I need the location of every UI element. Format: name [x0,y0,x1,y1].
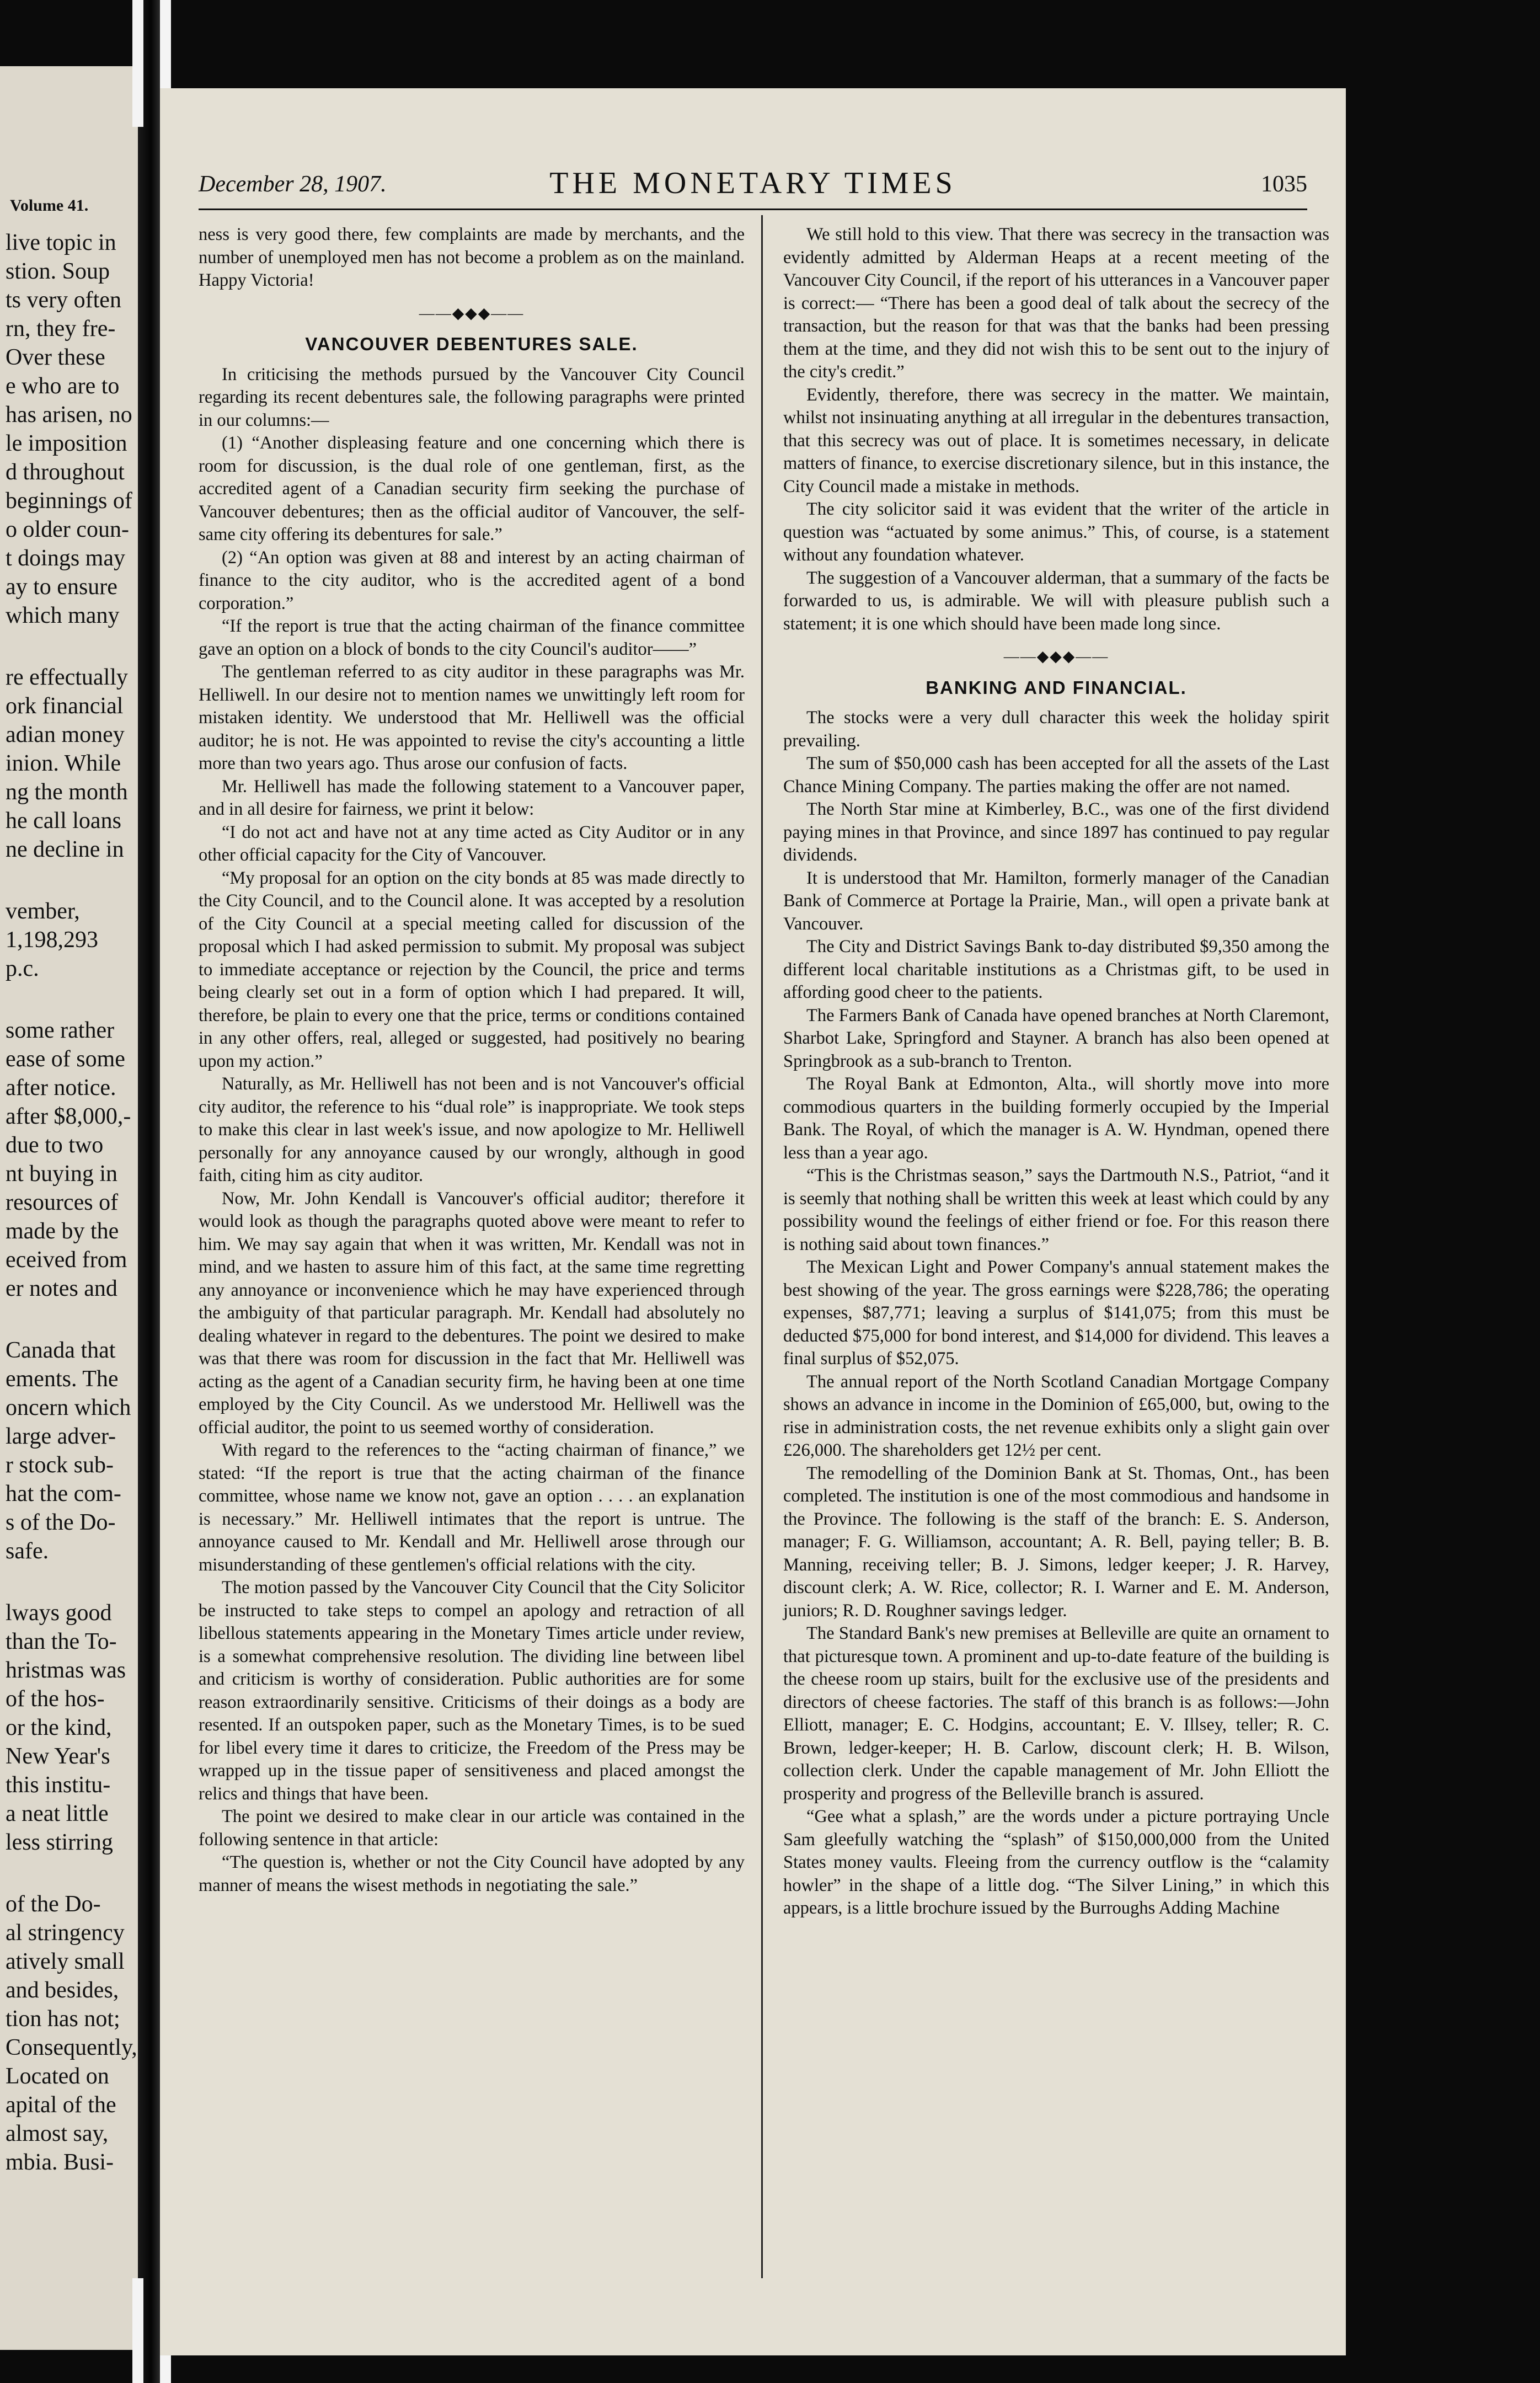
fragment-line: oncern which [6,1395,131,1420]
fragment-line: this institu- [6,1772,111,1798]
fragment-line: le imposition [6,431,127,456]
news-item: “Gee what a splash,” are the words under a picture portraying Uncle Sam gleefully watching the “splash” of $150,000,000 from the United States money vaults. Fleeing from the currency outflow is the “calamity howler” in the shape of a little dog. “The Silver Lining,” in which this appears, is a little brochure issued by the Burroughs Adding Machine [783,1807,1329,1918]
fragment-line: stion. Soup [6,259,110,284]
newspaper-page [160,88,1346,2355]
fragment-line: has arisen, no [6,402,132,428]
fragment-line: due to two [6,1132,104,1158]
fragment-line: ts very often [6,287,121,313]
news-item: The annual report of the North Scotland Canadian Mortgage Company shows an advance in income in the Dominion of £65,000, but, owing to the rise in administration costs, the net revenue exhibits only a slight gain over £26,000. The shareholders get 12½ per cent. [783,1371,1329,1460]
article-paragraph: The city solicitor said it was evident that the writer of the article in question was “actuated by some animus.” This, of course, is a statement without any foundation whatever. [783,499,1329,565]
fragment-line: d throughout [6,459,125,485]
fragment-line: Consequently, [6,2035,137,2060]
left-column [199,223,745,1897]
fragment-line: eceived from [6,1247,127,1273]
fragment-line: and besides, [6,1978,119,2003]
fragment-line: lways good [6,1600,112,1626]
scanner-clip [132,2278,143,2383]
article-paragraph: (2) “An option was given at 88 and interest by an acting chairman of finance to the city auditor, who is the accredited agent of a bond corporation.” [199,547,745,613]
article-paragraph: The suggestion of a Vancouver alderman, that a summary of the facts be forwarded to us, is admirable. We will with pleasure publish such a statement; it is one which should have been made long since. [783,568,1329,634]
news-item: The remodelling of the Dominion Bank at St. Thomas, Ont., has been completed. The institution is one of the most commodious and handsome in the Province. The following is the staff of the branch: E. S. Anderson, manager; F. G. Williamson, accountant; A. R. Bell, paying teller; B. B. Manning, receiving teller; B. J. Simons, ledger keeper; J. R. Harvey, discount clerk; A. W. Rice, collector; R. I. Warner and E. M. Anderson, juniors; R. D. Roughner savings ledger. [783,1463,1329,1621]
fragment-line: apital of the [6,2092,116,2118]
fragment-line: ease of some [6,1046,125,1072]
section-ornament: ——◆◆◆—— [419,304,525,322]
news-item: The Farmers Bank of Canada have opened branches at North Claremont, Sharbot Lake, Springford and Stayner. A branch has also been opened at Springbrook as a sub-branch to Trenton. [783,1005,1329,1071]
article-paragraph: “My proposal for an option on the city bonds at 85 was made directly to the City Council, and to the Council alone. It was accepted by a resolution of the City Council at a special meeting called for discussion of the proposal which I had asked permission to submit. My proposal was subject to immediate acceptance or rejection by the Council, the price and terms being clearly set out in a form of option which I had prepared. It will, therefore, be plain to every one that the price, terms or conditions contained in any other offers, real, alleged or suggested, had positively no bearing upon my action.” [199,868,745,1071]
news-item: The City and District Savings Bank to-day distributed $9,350 among the different local charitable institutions as a Christmas gift, to be used in affording good cheer to the patients. [783,937,1329,1002]
fragment-line: which many [6,603,120,628]
fragment-line: ay to ensure [6,574,117,600]
scan-border [1346,0,1540,2383]
article-paragraph: We still hold to this view. That there was secrecy in the transaction was evidently admitted by Alderman Heaps at a recent meeting of the Vancouver City Council, if the report of his utterances in a Vancouver paper is correct:— “There has been a good deal of talk about the secrecy of the transaction, but the reason for that was that the banks had been pressing them at the time, and they did not wish this to be sent out to the injury of the city's credit.” [783,225,1329,382]
article-paragraph: The motion passed by the Vancouver City Council that the City Solicitor be instructed to take steps to compel an apology and retraction of all libellous statements appearing in the Monetary Times article under review, is a somewhat comprehensive resolution. The dividing line between libel and criticism is worthy of consideration. Public authorities are for some reason extraordinarily sensitive. Criticisms of their doings as a body are resented. If an outspoken paper, such as the Monetary Times, is to be sued for libel every time it dares to criticize, the Freedom of the Press may be wrapped up in the tissue paper of sensitiveness and placed amongst the relics and things that have been. [199,1578,745,1804]
fragment-line: of the hos- [6,1686,105,1712]
fragment-line: tion has not; [6,2006,120,2032]
article-paragraph: Mr. Helliwell has made the following statement to a Vancouver paper, and in all desire for fairness, we print it below: [199,776,745,819]
fragment-line: o older coun- [6,517,129,542]
fragment-line: ne decline in [6,837,124,862]
article-paragraph: With regard to the references to the “acting chairman of finance,” we stated: “If the report is true that the acting chairman of the finance committee, whose name we know not, gave an option . . . . an explanation is necessary.” Mr. Helliwell intimates that the report is untrue. The annoyance caused to Mr. Kendall and Mr. Helliwell arose through our misunderstanding of these gentlemen's official relations with the city. [199,1440,745,1575]
article-paragraph: The point we desired to make clear in our article was contained in the following sentence in that article: [199,1807,745,1850]
fragment-line: ork financial [6,693,124,719]
fragment-line: rn, they fre- [6,316,116,341]
masthead-title: THE MONETARY TIMES [549,166,956,200]
fragment-line: mbia. Busi- [6,2150,114,2175]
article-paragraph: “If the report is true that the acting chairman of the finance committee gave an option on a block of bonds to the city Council's auditor——” [199,616,745,659]
news-item: The stocks were a very dull character this week the holiday spirit prevailing. [783,708,1329,751]
fragment-line: s of the Do- [6,1510,116,1535]
fragment-line: inion. While [6,751,121,776]
fragment-line: almost say, [6,2121,109,2146]
fragment-line: p.c. [6,956,39,981]
section-heading: BANKING AND FINANCIAL. [926,677,1187,698]
article-paragraph: In criticising the methods pursued by the Vancouver City Council regarding its recent debentures sale, the following paragraphs were printed in our columns:— [199,364,745,430]
article-paragraph: “I do not act and have not at any time acted as City Auditor or in any other official capacity for the City of Vancouver. [199,822,745,865]
book-binding [138,0,160,2383]
news-item: “This is the Christmas season,” says the Dartmouth N.S., Patriot, “and it is seemly that nothing shall be written this week at least which could by any possibility wound the feelings of either friend or foe. For this reason there is nothing said about town finances.” [783,1166,1329,1254]
header-rule [199,209,1307,210]
fragment-line: vember, [6,899,80,924]
fragment-line: a neat little [6,1801,109,1826]
page-header [199,165,1307,204]
fragment-line: re effectually [6,665,128,690]
fragment-line: r stock sub- [6,1452,114,1478]
fragment-line: than the To- [6,1629,117,1654]
fragment-line: large adver- [6,1424,116,1449]
fragment-line: ements. The [6,1366,119,1392]
fragment-line: e who are to [6,373,120,399]
article-paragraph: (1) “Another displeasing feature and one concerning which there is room for discussion, is the dual role of one gentleman, first, as the accredited agent of a Canadian security firm seeking the purchase of Vancouver debentures; then as the official auditor of Vancouver, the self-same city offering its debentures for sale.” [199,433,745,544]
fragment-line: of the Do- [6,1892,101,1917]
article-paragraph: The gentleman referred to as city auditor in these paragraphs was Mr. Helliwell. In our desire not to mention names we unwittingly left room for mistaken identity. We understood that Mr. Helliwell was the official auditor; he is not. He was appointed to revise the city's accounting a little more than two years ago. Thus arose our confusion of facts. [199,662,745,773]
fragment-line: hristmas was [6,1658,126,1683]
news-item: The Mexican Light and Power Company's annual statement makes the best showing of the year. The gross earnings were $228,786; the operating expenses, $87,771; leaving a surplus of $141,075; from this must be deducted $75,000 for bond interest, and $14,000 for dividend. This leaves a final surplus of $52,075. [783,1257,1329,1369]
intro-paragraph: ness is very good there, few complaints are made by merchants, and the number of unemployed men has not become a problem as on the mainland. Happy Victoria! [199,225,745,290]
news-item: The Royal Bank at Edmonton, Alta., will shortly move into more commodious quarters in the building formerly occupied by the Imperial Bank. The Royal, of which the manager is A. W. Hyndman, opened there less than a year ago. [783,1074,1329,1163]
section-heading: VANCOUVER DEBENTURES SALE. [305,334,638,354]
scanner-clip [132,0,143,127]
fragment-line: less stirring [6,1830,113,1855]
fragment-line: 1,198,293 [6,927,98,953]
fragment-line: New Year's [6,1744,110,1769]
fragment-line: he call loans [6,808,121,833]
fragment-line: after $8,000,- [6,1104,131,1129]
issue-date: December 28, 1907. [199,172,387,197]
fragment-line: ng the month [6,779,128,805]
article-paragraph: Naturally, as Mr. Helliwell has not been and is not Vancouver's official city auditor, the reference to his “dual role” is inappropriate. We took steps to make this clear in last week's issue, and now apologize to Mr. Helliwell personally for any annoyance caused by our wrongly, although in good faith, citing him as city auditor. [199,1074,745,1185]
fragment-line: made by the [6,1219,119,1244]
fragment-line: after notice. [6,1075,116,1100]
fragment-line: al stringency [6,1920,125,1946]
page-number: 1035 [1261,172,1307,197]
fragment-line: safe. [6,1538,49,1564]
fragment-line: nt buying in [6,1161,118,1187]
fragment-line: resources of [6,1190,119,1215]
fragment-line: some rather [6,1018,115,1043]
fragment-block-a [0,228,138,2177]
fragment-line: beginnings of [6,488,132,514]
news-item: The Standard Bank's new premises at Belleville are quite an ornament to that picturesque town. A prominent and up-to-date feature of the building is the cheese room up stairs, built for the exclusive use of the presidents and directors of cheese factories. The staff of this branch is as follows:—John Elliott, manager; E. C. Hodgins, accountant; E. V. Illsey, teller; R. C. Brown, ledger-keeper; H. B. Carlow, discount clerk; H. B. Wilson, collection clerk. Under the capable management of Mr. John Elliott the prosperity and progress of the Belleville branch is assured. [783,1623,1329,1804]
fragment-line: atively small [6,1949,125,1974]
section-ornament: ——◆◆◆—— [1003,648,1109,665]
fragment-line: live topic in [6,230,116,255]
fragment-line: hat the com- [6,1481,121,1506]
volume-label: Volume 41. [10,196,89,215]
fragment-line: Over these [6,345,105,370]
fragment-line: Located on [6,2064,109,2089]
article-paragraph: Evidently, therefore, there was secrecy in the matter. We maintain, whilst not insinuating anything at all irregular in the debentures transaction, that this secrecy was out of place. It is sometimes necessary, in delicate matters of finance, to exercise discretionary silence, but in this instance, the City Council made a mistake in methods. [783,384,1329,496]
article-paragraph: “The question is, whether or not the City Council have adopted by any manner of means the wisest methods in negotiating the sale.” [199,1852,745,1895]
fragment-line: or the kind, [6,1715,112,1740]
news-item: It is understood that Mr. Hamilton, formerly manager of the Canadian Bank of Commerce at Portage la Prairie, Man., will open a private bank at Vancouver. [783,868,1329,934]
fragment-line: er notes and [6,1276,117,1301]
news-item: The sum of $50,000 cash has been accepted for all the assets of the Last Chance Mining Company. The parties making the offer are not named. [783,754,1329,797]
news-item: The North Star mine at Kimberley, B.C., was one of the first dividend paying mines in that Province, and since 1897 has continued to pay regular dividends. [783,799,1329,865]
fragment-line: t doings may [6,546,125,571]
adjacent-page-fragment [0,66,138,2350]
fragment-line: Canada that [6,1338,116,1363]
article-paragraph: Now, Mr. John Kendall is Vancouver's official auditor; therefore it would look as though the paragraphs quoted above were meant to refer to him. We may say again that when it was written, Mr. Kendall was not in mind, and we hasten to assure him of this fact, at the same time regretting any annoyance or inconvenience which he may have experienced through the ambiguity of that particular paragraph. Mr. Kendall had absolutely no dealing whatever in regard to the debentures. The point we desired to make was that there was room for discussion in the fact that Mr. Helliwell was acting as the agent of a Canadian security firm, he having been at one time employed by the City Council. As we understood Mr. Helliwell was the official auditor, the point to us seemed worthy of consideration. [199,1188,745,1438]
right-column [783,223,1329,1920]
column-divider [761,215,763,2278]
fragment-line: adian money [6,722,125,747]
